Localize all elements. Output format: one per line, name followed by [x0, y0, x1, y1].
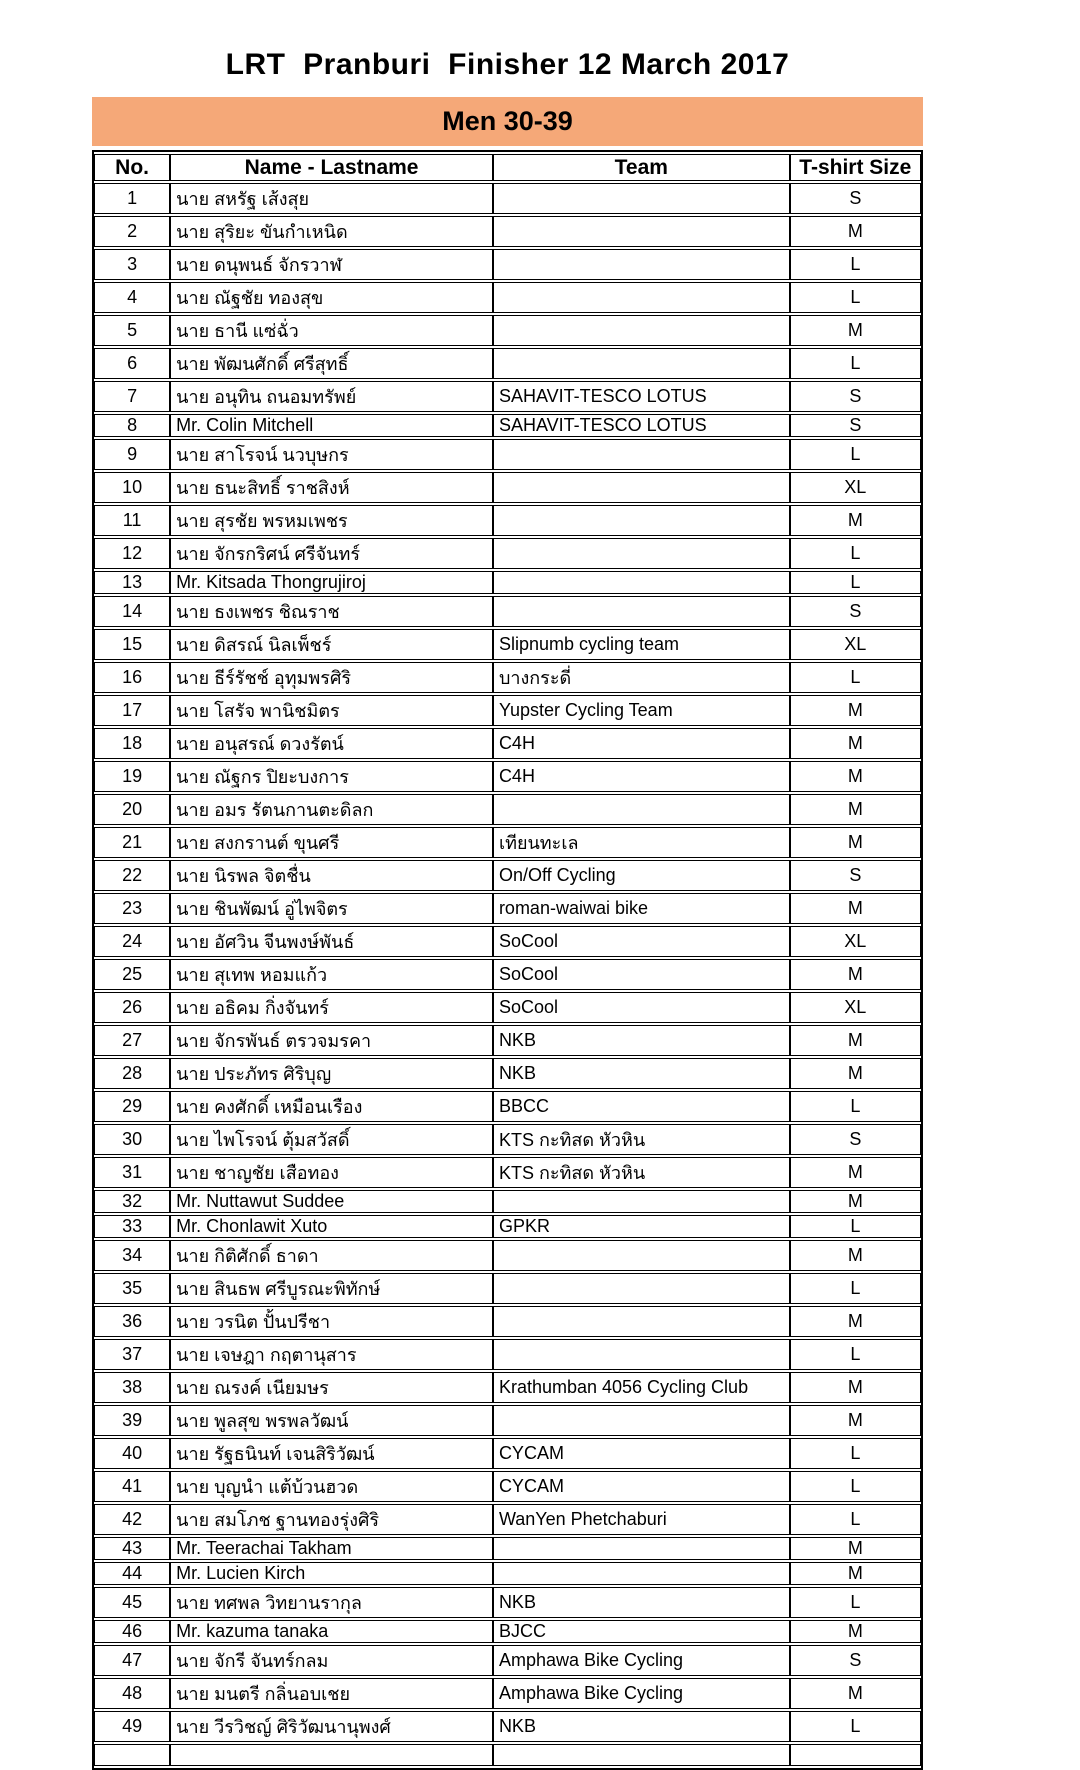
table-row — [94, 992, 921, 1023]
column-header-tshirt-size: T-shirt Size — [790, 154, 921, 181]
team-name: Amphawa Bike Cycling — [493, 1645, 790, 1676]
table-row — [94, 827, 921, 858]
page-title: LRT Pranburi Finisher 12 March 2017 — [225, 48, 790, 81]
table-row — [94, 439, 921, 470]
runner-name: นาย อมร รัตนกานตะดิลก — [170, 794, 493, 825]
tshirt-size: L — [790, 439, 921, 470]
column-header-name: Name - Lastname — [170, 154, 493, 181]
row-number: 1 — [94, 183, 170, 214]
runner-name: นาย ดนุพนธ์ จักรวาฬ — [170, 249, 493, 280]
row-number: 4 — [94, 282, 170, 313]
runner-name: นาย ณัฐชัย ทองสุข — [170, 282, 493, 313]
team-name: Amphawa Bike Cycling — [493, 1678, 790, 1709]
column-header-no: No. — [94, 154, 170, 181]
row-number: 48 — [94, 1678, 170, 1709]
runner-name: Mr. Kitsada Thongrujiroj — [170, 571, 493, 594]
runner-name: Mr. Chonlawit Xuto — [170, 1215, 493, 1238]
table-row — [94, 1678, 921, 1709]
tshirt-size: M — [790, 216, 921, 247]
row-number: 26 — [94, 992, 170, 1023]
tshirt-size: M — [790, 1190, 921, 1213]
runner-name: นาย จักรพันธ์ ตรวจมรคา — [170, 1025, 493, 1056]
runner-name: นาย สินธพ ศรีบูรณะพิทักษ์ — [170, 1273, 493, 1304]
row-number: 9 — [94, 439, 170, 470]
row-number: 11 — [94, 505, 170, 536]
row-number: 47 — [94, 1645, 170, 1676]
team-name — [493, 315, 790, 346]
runner-name: นาย นิรพล จิตชื่น — [170, 860, 493, 891]
row-number: 28 — [94, 1058, 170, 1089]
runner-name: นาย อัศวิน จีนพงษ์พันธ์ — [170, 926, 493, 957]
row-number: 13 — [94, 571, 170, 594]
table-row — [94, 695, 921, 726]
tshirt-size: XL — [790, 472, 921, 503]
table-row — [94, 282, 921, 313]
tshirt-size: M — [790, 1306, 921, 1337]
runner-name: นาย อนุสรณ์ ดวงรัตน์ — [170, 728, 493, 759]
table-row — [94, 1025, 921, 1056]
runner-name: นาย ไพโรจน์ ตุ้มสวัสดิ์ — [170, 1124, 493, 1155]
team-name — [493, 472, 790, 503]
table-row — [94, 216, 921, 247]
document-content — [92, 0, 923, 1770]
team-name: SoCool — [493, 926, 790, 957]
team-name — [493, 1339, 790, 1370]
results-table-body — [94, 183, 921, 1766]
team-name: C4H — [493, 761, 790, 792]
row-number: 41 — [94, 1471, 170, 1502]
team-name — [493, 1744, 790, 1766]
runner-name: นาย สาโรจน์ นวบุษกร — [170, 439, 493, 470]
table-row — [94, 1620, 921, 1643]
table-row — [94, 1190, 921, 1213]
runner-name: นาย เจษฎา กฤตานุสาร — [170, 1339, 493, 1370]
tshirt-size: L — [790, 1215, 921, 1238]
table-row — [94, 1405, 921, 1436]
runner-name: Mr. kazuma tanaka — [170, 1620, 493, 1643]
table-row — [94, 761, 921, 792]
tshirt-size: S — [790, 183, 921, 214]
team-name — [493, 1240, 790, 1271]
runner-name: Mr. Nuttawut Suddee — [170, 1190, 493, 1213]
team-name: SAHAVIT-TESCO LOTUS — [493, 381, 790, 412]
team-name — [493, 216, 790, 247]
table-row — [94, 1438, 921, 1469]
table-row — [94, 860, 921, 891]
tshirt-size: M — [790, 728, 921, 759]
runner-name: นาย รัฐธนินท์ เจนสิริวัฒน์ — [170, 1438, 493, 1469]
row-number: 27 — [94, 1025, 170, 1056]
row-number: 49 — [94, 1711, 170, 1742]
team-name — [493, 183, 790, 214]
table-row — [94, 472, 921, 503]
row-number: 45 — [94, 1587, 170, 1618]
row-number: 23 — [94, 893, 170, 924]
row-number: 18 — [94, 728, 170, 759]
row-number: 32 — [94, 1190, 170, 1213]
team-name: On/Off Cycling — [493, 860, 790, 891]
tshirt-size: M — [790, 1678, 921, 1709]
runner-name: นาย ชาญชัย เสือทอง — [170, 1157, 493, 1188]
runner-name: นาย สุเทพ หอมแก้ว — [170, 959, 493, 990]
table-row — [94, 1471, 921, 1502]
row-number: 5 — [94, 315, 170, 346]
team-name: เทียนทะเล — [493, 827, 790, 858]
row-number — [94, 1744, 170, 1766]
table-row — [94, 1058, 921, 1089]
table-row — [94, 183, 921, 214]
runner-name: นาย ธงเพชร ชิณราช — [170, 596, 493, 627]
row-number: 36 — [94, 1306, 170, 1337]
team-name: Slipnumb cycling team — [493, 629, 790, 660]
category-band — [92, 97, 923, 146]
tshirt-size: S — [790, 1645, 921, 1676]
table-row — [94, 1339, 921, 1370]
runner-name: นาย สมโภช ฐานทองรุ่งศิริ — [170, 1504, 493, 1535]
team-name — [493, 282, 790, 313]
tshirt-size: M — [790, 761, 921, 792]
runner-name: นาย สุริยะ ขันกำเหนิด — [170, 216, 493, 247]
team-name — [493, 1537, 790, 1560]
tshirt-size: L — [790, 348, 921, 379]
runner-name: นาย จักรี จันทร์กลม — [170, 1645, 493, 1676]
tshirt-size: XL — [790, 992, 921, 1023]
row-number: 19 — [94, 761, 170, 792]
table-row — [94, 1215, 921, 1238]
team-name: GPKR — [493, 1215, 790, 1238]
row-number: 44 — [94, 1562, 170, 1585]
column-header-team: Team — [493, 154, 790, 181]
tshirt-size: M — [790, 893, 921, 924]
team-name — [493, 1562, 790, 1585]
row-number: 39 — [94, 1405, 170, 1436]
table-row — [94, 629, 921, 660]
runner-name: นาย ทศพล วิทยานรากุล — [170, 1587, 493, 1618]
tshirt-size: L — [790, 1471, 921, 1502]
tshirt-size: M — [790, 827, 921, 858]
runner-name — [170, 1744, 493, 1766]
tshirt-size: M — [790, 1562, 921, 1585]
team-name: Krathumban 4056 Cycling Club — [493, 1372, 790, 1403]
table-row — [94, 249, 921, 280]
tshirt-size: S — [790, 596, 921, 627]
team-name: BBCC — [493, 1091, 790, 1122]
team-name — [493, 538, 790, 569]
runner-name: นาย มนตรี กลิ่นอบเชย — [170, 1678, 493, 1709]
tshirt-size: M — [790, 959, 921, 990]
tshirt-size: L — [790, 538, 921, 569]
row-number: 12 — [94, 538, 170, 569]
tshirt-size: S — [790, 1124, 921, 1155]
runner-name: นาย ดิสรณ์ นิลเพ็ชร์ — [170, 629, 493, 660]
tshirt-size: L — [790, 249, 921, 280]
table-row — [94, 505, 921, 536]
table-row — [94, 893, 921, 924]
table-row — [94, 538, 921, 569]
runner-name: นาย จักรกริศน์ ศรีจันทร์ — [170, 538, 493, 569]
tshirt-size: M — [790, 1157, 921, 1188]
row-number: 37 — [94, 1339, 170, 1370]
row-number: 2 — [94, 216, 170, 247]
row-number: 7 — [94, 381, 170, 412]
team-name — [493, 439, 790, 470]
tshirt-size: S — [790, 414, 921, 437]
row-number: 3 — [94, 249, 170, 280]
table-row — [94, 1587, 921, 1618]
tshirt-size: M — [790, 1058, 921, 1089]
runner-name: Mr. Teerachai Takham — [170, 1537, 493, 1560]
row-number: 34 — [94, 1240, 170, 1271]
table-row — [94, 926, 921, 957]
team-name: roman-waiwai bike — [493, 893, 790, 924]
tshirt-size: L — [790, 1273, 921, 1304]
tshirt-size: M — [790, 1372, 921, 1403]
tshirt-size: M — [790, 1240, 921, 1271]
runner-name: นาย อนุทิน ถนอมทรัพย์ — [170, 381, 493, 412]
team-name — [493, 596, 790, 627]
team-name: SAHAVIT-TESCO LOTUS — [493, 414, 790, 437]
table-row — [94, 1744, 921, 1766]
table-row — [94, 662, 921, 693]
tshirt-size: XL — [790, 926, 921, 957]
row-number: 14 — [94, 596, 170, 627]
tshirt-size: XL — [790, 629, 921, 660]
team-name — [493, 505, 790, 536]
runner-name: นาย ชินพัฒน์ อู่ไพจิตร — [170, 893, 493, 924]
row-number: 8 — [94, 414, 170, 437]
row-number: 6 — [94, 348, 170, 379]
tshirt-size: S — [790, 860, 921, 891]
runner-name: นาย โสรัจ พานิชมิตร — [170, 695, 493, 726]
team-name: WanYen Phetchaburi — [493, 1504, 790, 1535]
runner-name: นาย ธนะสิทธิ์ ราชสิงห์ — [170, 472, 493, 503]
tshirt-size: M — [790, 315, 921, 346]
table-row — [94, 1157, 921, 1188]
table-row — [94, 794, 921, 825]
tshirt-size: L — [790, 1504, 921, 1535]
table-row — [94, 414, 921, 437]
row-number: 43 — [94, 1537, 170, 1560]
tshirt-size: L — [790, 1711, 921, 1742]
table-row — [94, 571, 921, 594]
tshirt-size — [790, 1744, 921, 1766]
runner-name: นาย สหรัฐ เส้งสุย — [170, 183, 493, 214]
table-wrap — [92, 150, 923, 1770]
tshirt-size: M — [790, 794, 921, 825]
row-number: 21 — [94, 827, 170, 858]
runner-name: นาย บุญนำ แต้บ้วนฮวด — [170, 1471, 493, 1502]
results-table — [92, 150, 923, 1770]
tshirt-size: L — [790, 1587, 921, 1618]
table-row — [94, 1240, 921, 1271]
team-name — [493, 571, 790, 594]
team-name — [493, 348, 790, 379]
runner-name: นาย ณัฐกร ปิยะบงการ — [170, 761, 493, 792]
row-number: 46 — [94, 1620, 170, 1643]
table-row — [94, 1273, 921, 1304]
header-row — [94, 154, 921, 181]
runner-name: นาย คงศักดิ์ เหมือนเรือง — [170, 1091, 493, 1122]
row-number: 22 — [94, 860, 170, 891]
row-number: 31 — [94, 1157, 170, 1188]
table-row — [94, 1537, 921, 1560]
table-row — [94, 315, 921, 346]
row-number: 16 — [94, 662, 170, 693]
team-name: CYCAM — [493, 1471, 790, 1502]
team-name: NKB — [493, 1025, 790, 1056]
team-name: NKB — [493, 1058, 790, 1089]
team-name: NKB — [493, 1711, 790, 1742]
team-name: บางกระดี่ — [493, 662, 790, 693]
runner-name: นาย ธานี แซ่ฉั่ว — [170, 315, 493, 346]
tshirt-size: S — [790, 381, 921, 412]
runner-name: Mr. Lucien Kirch — [170, 1562, 493, 1585]
runner-name: นาย พัฒนศักดิ์ ศรีสุทธิ์ — [170, 348, 493, 379]
team-name: SoCool — [493, 959, 790, 990]
tshirt-size: L — [790, 1339, 921, 1370]
row-number: 38 — [94, 1372, 170, 1403]
team-name — [493, 249, 790, 280]
runner-name: นาย ประภัทร ศิริบุญ — [170, 1058, 493, 1089]
tshirt-size: M — [790, 505, 921, 536]
table-row — [94, 348, 921, 379]
row-number: 30 — [94, 1124, 170, 1155]
tshirt-size: M — [790, 1620, 921, 1643]
team-name: Yupster Cycling Team — [493, 695, 790, 726]
tshirt-size: L — [790, 1091, 921, 1122]
row-number: 29 — [94, 1091, 170, 1122]
table-row — [94, 1124, 921, 1155]
tshirt-size: M — [790, 1405, 921, 1436]
team-name: NKB — [493, 1587, 790, 1618]
team-name — [493, 1405, 790, 1436]
table-row — [94, 1504, 921, 1535]
results-table-head — [94, 154, 921, 181]
row-number: 42 — [94, 1504, 170, 1535]
row-number: 15 — [94, 629, 170, 660]
tshirt-size: M — [790, 1025, 921, 1056]
table-row — [94, 1372, 921, 1403]
team-name: KTS กะทิสด หัวหิน — [493, 1124, 790, 1155]
table-row — [94, 1562, 921, 1585]
runner-name: นาย วีรวิชญ์ ศิริวัฒนานุพงศ์ — [170, 1711, 493, 1742]
table-row — [94, 1306, 921, 1337]
row-number: 25 — [94, 959, 170, 990]
runner-name: นาย พูลสุข พรพลวัฒน์ — [170, 1405, 493, 1436]
team-name: KTS กะทิสด หัวหิน — [493, 1157, 790, 1188]
row-number: 33 — [94, 1215, 170, 1238]
row-number: 20 — [94, 794, 170, 825]
tshirt-size: L — [790, 1438, 921, 1469]
team-name: SoCool — [493, 992, 790, 1023]
runner-name: นาย สุรชัย พรหมเพชร — [170, 505, 493, 536]
team-name — [493, 794, 790, 825]
team-name — [493, 1190, 790, 1213]
tshirt-size: L — [790, 662, 921, 693]
table-row — [94, 1645, 921, 1676]
table-row — [94, 1091, 921, 1122]
runner-name: นาย ณรงค์ เนียมษร — [170, 1372, 493, 1403]
runner-name: นาย สงกรานต์ ขุนศรี — [170, 827, 493, 858]
runner-name: นาย ธีร์รัชช์ อุทุมพรศิริ — [170, 662, 493, 693]
category-title: Men 30-39 — [442, 106, 573, 136]
row-number: 24 — [94, 926, 170, 957]
table-row — [94, 728, 921, 759]
tshirt-size: M — [790, 1537, 921, 1560]
runner-name: Mr. Colin Mitchell — [170, 414, 493, 437]
tshirt-size: L — [790, 282, 921, 313]
team-name — [493, 1306, 790, 1337]
table-row — [94, 596, 921, 627]
row-number: 17 — [94, 695, 170, 726]
tshirt-size: M — [790, 695, 921, 726]
row-number: 40 — [94, 1438, 170, 1469]
team-name: CYCAM — [493, 1438, 790, 1469]
team-name — [493, 1273, 790, 1304]
table-row — [94, 381, 921, 412]
team-name: C4H — [493, 728, 790, 759]
table-row — [94, 959, 921, 990]
table-row — [94, 1711, 921, 1742]
team-name: BJCC — [493, 1620, 790, 1643]
runner-name: นาย อธิคม กิ่งจันทร์ — [170, 992, 493, 1023]
runner-name: นาย กิติศักดิ์ ธาดา — [170, 1240, 493, 1271]
row-number: 10 — [94, 472, 170, 503]
runner-name: นาย วรนิต ปั้นปรีชา — [170, 1306, 493, 1337]
row-number: 35 — [94, 1273, 170, 1304]
tshirt-size: L — [790, 571, 921, 594]
